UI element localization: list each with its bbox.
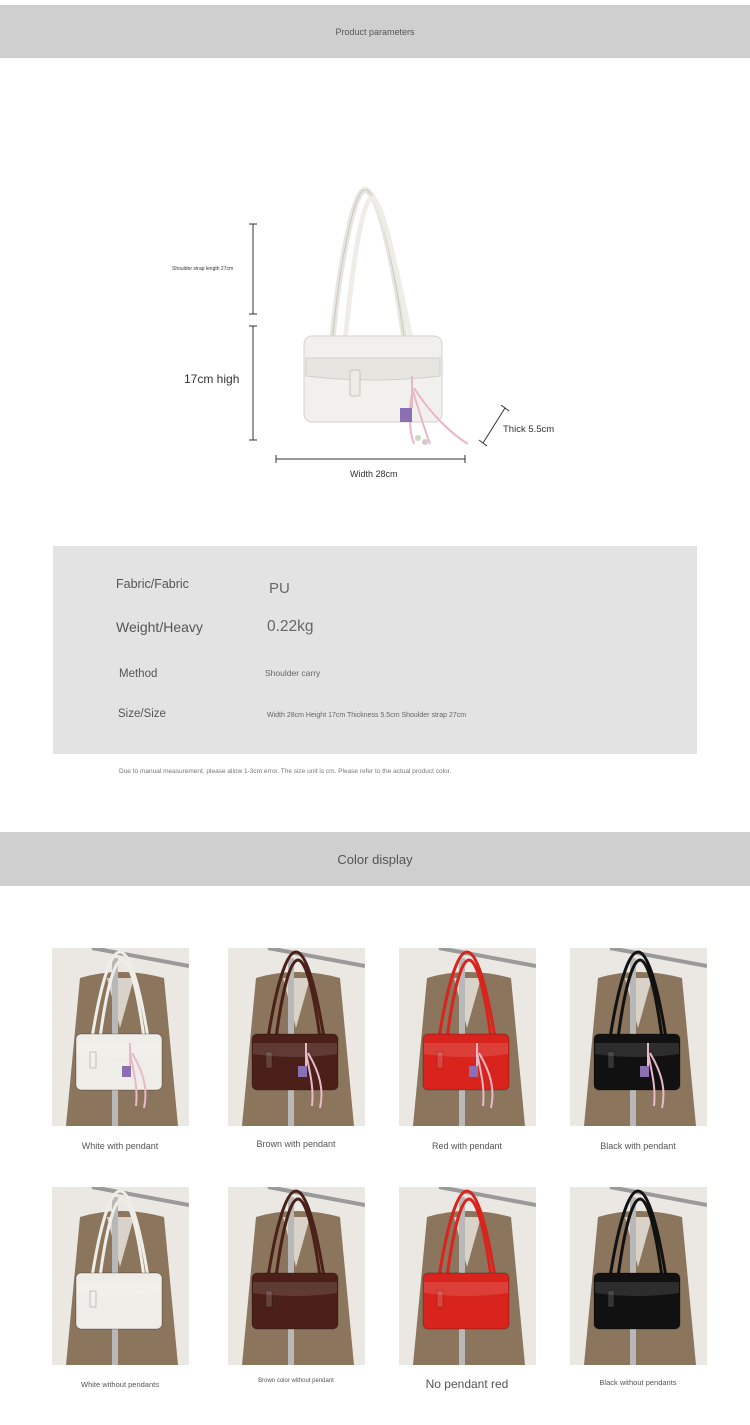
color-caption: Red with pendant xyxy=(431,1141,503,1151)
strap-length-label: Shoulder strap length 27cm xyxy=(172,266,234,272)
color-caption: White with pendant xyxy=(81,1141,159,1151)
color-caption: Black without pendants xyxy=(599,1378,677,1387)
bag-photo xyxy=(399,1187,536,1365)
color-option[interactable] xyxy=(399,948,536,1126)
thickness-label: Thick 5.5cm xyxy=(503,424,555,435)
section-banner-colors xyxy=(0,832,750,886)
param-value: Width 28cm Height 17cm Thickness 5.5cm Shoulder strap 27cm xyxy=(267,712,467,719)
param-label: Size/Size xyxy=(118,708,166,720)
param-label: Method xyxy=(119,668,158,680)
color-option[interactable] xyxy=(399,1187,536,1365)
color-caption: Black with pendant xyxy=(600,1141,676,1151)
param-value: 0.22kg xyxy=(267,618,314,635)
section-title: Color display xyxy=(337,851,413,867)
color-option[interactable] xyxy=(52,948,189,1126)
parameter-table xyxy=(53,546,697,754)
dimension-diagram xyxy=(0,58,750,538)
bag-photo xyxy=(570,1187,707,1365)
color-option[interactable] xyxy=(52,1187,189,1365)
bag-dimension-illustration xyxy=(0,58,750,538)
color-option[interactable] xyxy=(228,1187,365,1365)
color-caption: Brown color without pendant xyxy=(258,1378,334,1384)
section-banner-params xyxy=(0,5,750,58)
color-option[interactable] xyxy=(570,1187,707,1365)
bag-photo xyxy=(52,948,189,1126)
bag-photo xyxy=(228,1187,365,1365)
param-value: PU xyxy=(269,580,290,597)
bag-photo xyxy=(228,948,365,1126)
param-label: Weight/Heavy xyxy=(116,619,203,635)
param-value: Shoulder carry xyxy=(265,668,321,678)
measurement-disclaimer: Due to manual measurement, please allow 1-3cm error. The size unit is cm. Please refer to the actual product color. xyxy=(119,768,452,775)
section-title: Product parameters xyxy=(335,26,415,37)
bag-photo xyxy=(570,948,707,1126)
height-label: 17cm high xyxy=(184,372,240,386)
color-caption: Brown with pendant xyxy=(256,1139,336,1149)
bag-photo xyxy=(52,1187,189,1365)
param-label: Fabric/Fabric xyxy=(116,577,189,591)
color-caption: White without pendants xyxy=(81,1380,159,1389)
color-caption: No pendant red xyxy=(425,1377,509,1391)
color-option[interactable] xyxy=(570,948,707,1126)
width-label: Width 28cm xyxy=(350,469,398,479)
bag-photo xyxy=(399,948,536,1126)
color-option[interactable] xyxy=(228,948,365,1126)
